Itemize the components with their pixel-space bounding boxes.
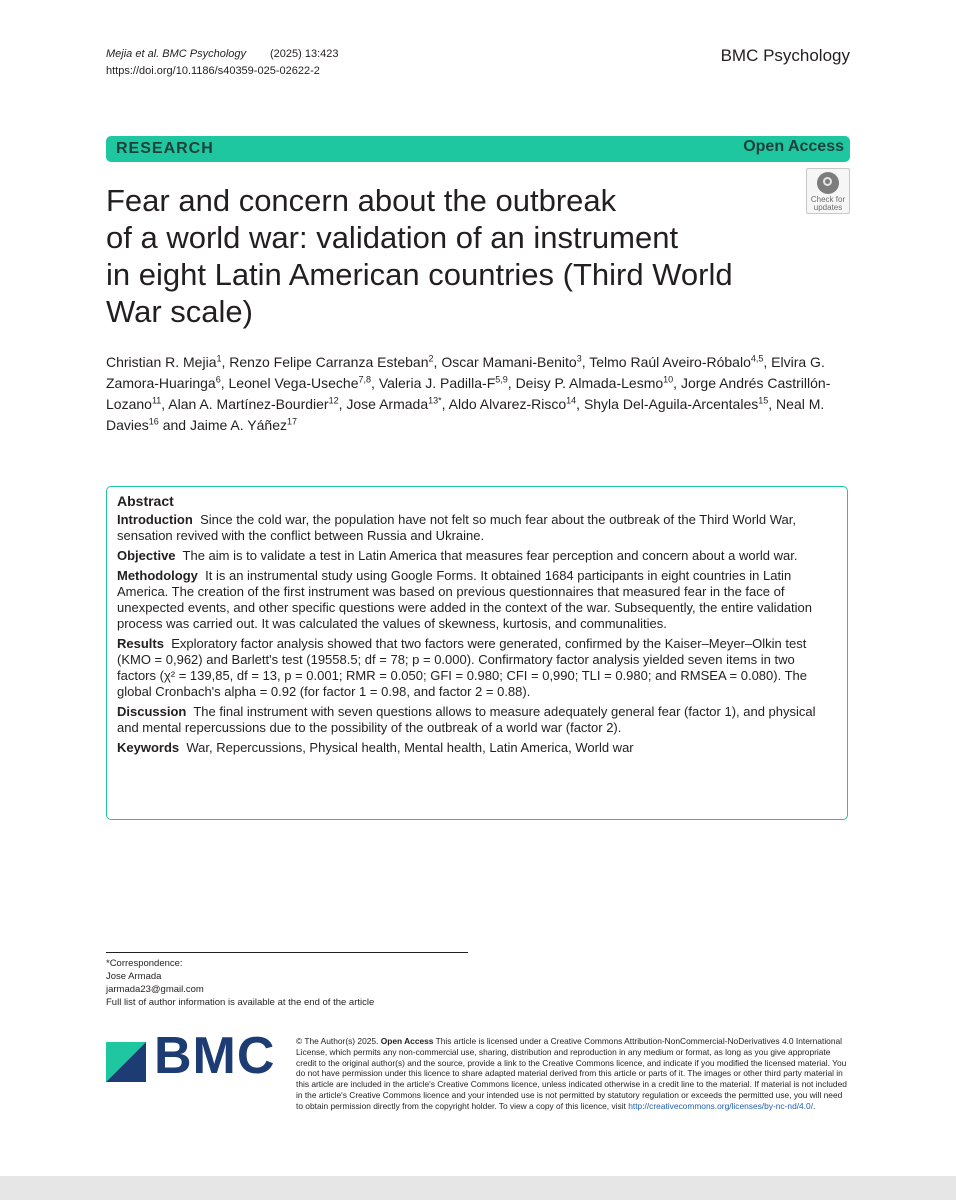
article-title [106,182,806,330]
results-label: Results [117,636,164,651]
check-for-updates-badge[interactable] [806,168,850,214]
author-separator: , [220,375,229,391]
author-separator: , [763,354,772,370]
check-updates-line1: Check for [810,195,846,204]
methodology-label: Methodology [117,568,198,583]
abstract-discussion [117,704,837,736]
methodology-text: It is an instrumental study using Google Forms. It obtained 1684 participants in eight countries in Latin America. The creation of the first instrument was based on previous questionnaires that measured fear in the face of unexpected events, and other specific questions were added in the context of the war. Subsequently, the entire validation process was carried out. It was calculated the values of skewness, kurtosis, and communalities. [117,568,812,631]
author-separator: , [768,396,777,412]
introduction-label: Introduction [117,512,193,527]
author-separator: , [433,354,442,370]
author-affiliation: 14 [566,395,577,406]
author-name[interactable]: Jaime A. Yáñez [189,417,287,433]
abstract-results [117,636,837,700]
author-separator: , [338,396,347,412]
author-name[interactable]: Neal M. Davies [106,396,825,433]
open-access-label: Open Access [743,138,844,155]
author-affiliation: 5,9 [495,374,508,385]
license-body: This article is licensed under a Creative Commons Attribution-NonCommercial-NoDerivatives 4.0 International License, which permits any non-commercial use, sharing, distribution and reproduction in any medium or format, as long as you give appropriate credit to the original author(s) and the source, provide a link to the Creative Commons licence, and indicate if you modified the licensed material. You do not have permission under this licence to share adapted material derived from this article or parts of it. The images or other third party material in this article are included in the article's Creative Commons licence, unless indicated otherwise in a credit line to the material. If material is not included in the article's Creative Commons licence and your intended use is not permitted by statutory regulation or exceeds the permitted use, you will need to obtain permission directly from the copyright holder. To view a copy of this licence, visit [296,1036,847,1111]
article-type-label: RESEARCH [116,140,214,157]
objective-label: Objective [117,548,176,563]
introduction-text: Since the cold war, the population have not felt so much fear about the outbreak of the Third World War, sensation revived with the conflict between Russia and Ukraine. [117,512,797,543]
author-affiliation: 12 [328,395,339,406]
license-open-access: Open Access [380,1036,434,1046]
journal-name: BMC Psychology [720,46,850,65]
author-affiliation: 15 [758,395,769,406]
citation-volume: (2025) 13:423 [270,48,339,60]
author-name[interactable]: Telmo Raúl Aveiro-Róbalo [589,354,751,370]
author-name[interactable]: Aldo Alvarez-Risco [448,396,567,412]
author-name[interactable]: Christian R. Mejia [106,354,217,370]
check-updates-line2: updates [813,203,843,212]
keywords-label: Keywords [117,740,180,755]
author-separator: , [673,375,681,391]
citation-header [106,46,339,80]
author-affiliation: 2 [428,353,434,364]
author-name[interactable]: Jose Armada [346,396,429,412]
author-affiliation: 13* [428,395,442,406]
discussion-label: Discussion [117,704,187,719]
license-end: . [813,1100,816,1111]
author-affiliation: 7,8 [358,374,372,385]
footnote-divider [106,952,468,953]
objective-text: The aim is to validate a test in Latin America that measures fear perception and concern about a world war. [182,548,798,563]
author-separator: , [581,354,590,370]
author-separator: , [371,375,379,391]
title-line: in eight Latin American countries (Third World [106,257,733,292]
author-name[interactable]: Oscar Mamani-Benito [441,354,577,370]
author-separator: , [576,396,584,412]
footnote-line: *Correspondence: [106,958,183,969]
abstract-introduction [117,512,837,544]
author-affiliation: 16 [148,416,159,427]
citation-authors: Mejia et al. BMC Psychology [106,48,246,60]
keywords-text: War, Repercussions, Physical health, Mental health, Latin America, World war [186,740,634,755]
title-line: War scale) [106,294,253,329]
author-name[interactable]: Renzo Felipe Carranza Esteban [229,354,429,370]
copyright-notice: © The Author(s) 2025. [296,1036,379,1046]
license-url-link[interactable]: http://creativecommons.org/licenses/by-nc-nd/4.0/ [628,1100,814,1111]
author-affiliation: 4,5 [750,353,764,364]
author-list [106,352,846,436]
author-separator: , [441,396,449,412]
author-affiliation: 17 [286,416,297,427]
author-separator: , [507,375,516,391]
abstract-heading: Abstract [117,493,174,509]
license-text [296,1036,848,1112]
author-conjunction: and [158,417,190,433]
author-name[interactable]: Elvira G. Zamora-Huaringa [106,354,825,391]
author-name[interactable]: Alan A. Martínez-Bourdier [168,396,329,412]
author-affiliation: 1 [216,353,222,364]
results-text: Exploratory factor analysis showed that two factors were generated, confirmed by the Kaiser–Meyer–Olkin test (KMO = 0,962) and Barlett's test (19558.5; df = 78; p = 0.000). Confirmatory factor analysis yielded seven items in two factors (χ² = 139,85, df = 13, p = 0.001; RMR = 0.050; GFI = 0.980; CFI = 0,990; TLI = 0.980; and RMSEA = 0.080). The global Cronbach's alpha = 0.92 (for factor 1 = 0.98, and factor 2 = 0.88). [117,636,807,699]
author-separator: , [221,354,230,370]
viewer-bottom-bar [0,1176,956,1200]
author-affiliation: 10 [663,374,674,385]
footnote-line: Full list of author information is available at the end of the article [106,997,375,1008]
author-affiliation: 3 [576,353,582,364]
abstract-objective [117,548,837,564]
discussion-text: The final instrument with seven questions allows to measure adequately general fear (factor 1), and physical and mental repercussions due to the possibility of the outbreak of a world war (factor 2). [117,704,816,735]
check-updates-icon [817,172,839,194]
abstract-box [106,486,848,820]
author-name[interactable]: Leonel Vega-Useche [228,375,359,391]
author-name[interactable]: Jorge Andrés Castrillón-Lozano [106,375,831,412]
bmc-logo-text: BMC [154,1027,276,1085]
abstract-keywords [117,740,837,756]
footnote-line: Jose Armada [106,971,162,982]
title-line: Fear and concern about the outbreak [106,183,617,218]
author-affiliation: 6 [215,374,221,385]
author-name[interactable]: Valeria J. Padilla-F [378,375,496,391]
correspondence-email[interactable]: jarmada23@gmail.com [106,984,204,995]
title-line: of a world war: validation of an instrument [106,220,679,255]
author-separator: , [161,396,169,412]
correspondence-footnote [106,957,374,1009]
abstract-methodology [117,568,837,632]
author-affiliation: 11 [151,395,162,406]
author-name[interactable]: Shyla Del-Aguila-Arcentales [583,396,759,412]
doi-link[interactable]: https://doi.org/10.1186/s40359-025-02622-2 [106,65,320,77]
article-type-banner [106,136,850,162]
author-name[interactable]: Deisy P. Almada-Lesmo [515,375,664,391]
